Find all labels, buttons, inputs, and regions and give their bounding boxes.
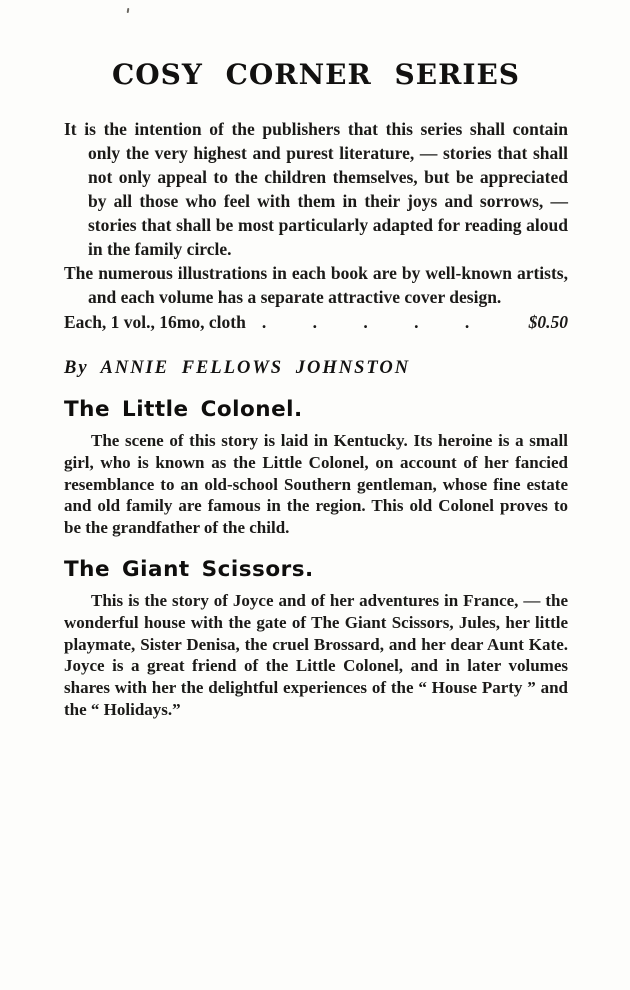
scan-artifact-mark (127, 8, 130, 13)
author-byline: By ANNIE FELLOWS JOHNSTON (64, 358, 411, 378)
dot-leaders: . . . . . (261, 312, 470, 332)
book-title-little-colonel: The Little Colonel. (64, 397, 303, 422)
book-entry-little-colonel (64, 397, 568, 539)
intro-paragraph-2: The numerous illustrations in each book are by well-known artists, and each volume has a separate attractive cover design. (64, 263, 568, 307)
intro-paragraph-1: It is the intention of the publishers that this series shall contain only the very highest and purest literature, — stories that shall not only appeal to the children themselves, but be appreciated by all those who feel with them in their joys and sorrows, — stories that shall be most particularly adapted for reading aloud in the family circle. (64, 119, 568, 259)
price-label: Each, 1 vol., 16mo, cloth (64, 312, 246, 332)
book-description-little-colonel: The scene of this story is laid in Kentucky. Its heroine is a small girl, who is known as the Little Colonel, on account of her fancied resemblance to an old-school Southern gentleman, whose fine estate and old family are famous in the region. This old Colonel proves to be the grandfather of the child. (64, 431, 568, 538)
series-description (64, 117, 568, 309)
series-title: COSY CORNER SERIES (111, 58, 521, 91)
price-value: $0.50 (528, 312, 568, 332)
book-entry-giant-scissors (64, 557, 568, 721)
book-title-giant-scissors: The Giant Scissors. (64, 556, 314, 582)
book-description-giant-scissors: This is the story of Joyce and of her adventures in France, — the wonderful house with the gate of The Giant Scissors, Jules, her little playmate, Sister Denisa, the cruel Brossard, and her dear Aunt Kate. Joyce is a great friend of the Little Colonel, and in later volumes shares with her the delightful experiences of the “ House Party ” and the “ Holidays.” (64, 590, 568, 719)
price-line (64, 310, 568, 334)
